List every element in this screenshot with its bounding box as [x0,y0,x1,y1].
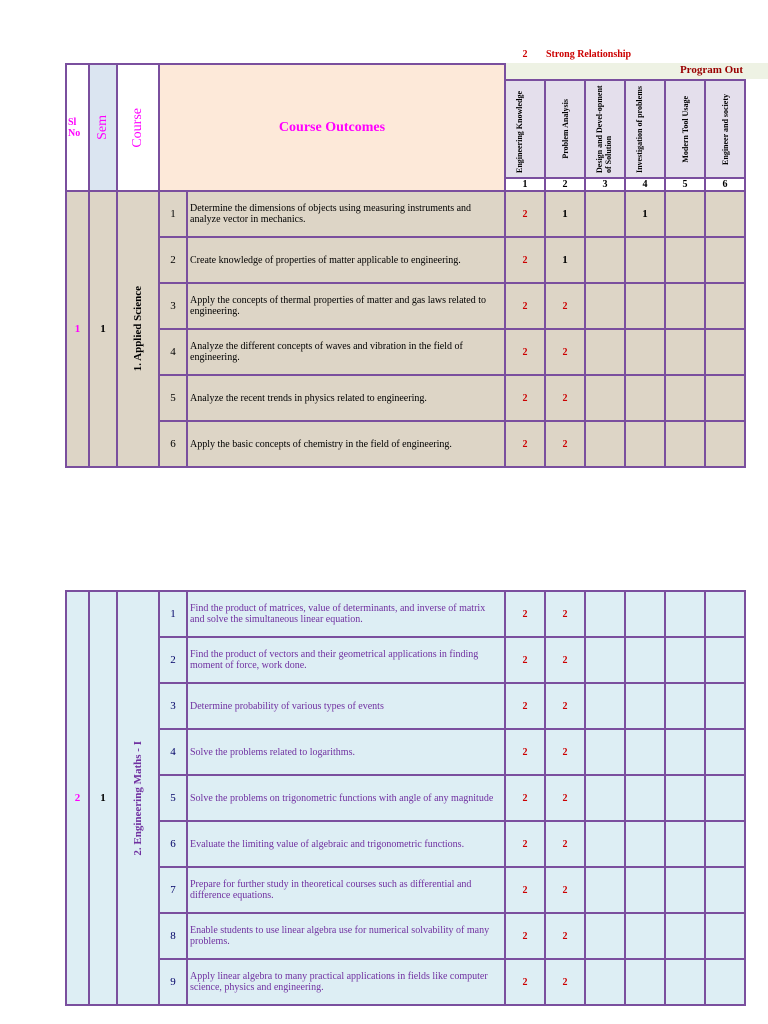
po-value [665,683,705,729]
table-row [66,683,745,729]
po-value: 2 [545,375,585,421]
po-number-2: 2 [545,178,585,191]
outcome-text: Determine the dimensions of objects using measuring instruments and analyze vector in mechanics. [187,191,505,237]
po-value [625,375,665,421]
po-value [665,421,705,467]
po-value [585,959,625,1005]
po-value [625,867,665,913]
po-number-6: 6 [705,178,745,191]
po-value [585,637,625,683]
po-value [705,867,745,913]
outcome-text: Enable students to use linear algebra use for numerical solvability of many problems. [187,913,505,959]
po-value [625,683,665,729]
po-value [665,959,705,1005]
po-value [705,329,745,375]
po-value [665,637,705,683]
table-row [66,959,745,1005]
legend-text: Strong Relationship [546,49,632,60]
po-value: 2 [505,729,545,775]
outcome-number: 5 [159,775,187,821]
outcome-number: 3 [159,683,187,729]
course-outcome-table-2 [65,590,746,1006]
table-row [66,775,745,821]
table-row [66,237,745,283]
po-value [705,683,745,729]
table-row [66,821,745,867]
po-value [625,821,665,867]
course-name-cell: 2. Engineering Maths - I [117,591,159,1005]
po-value: 2 [505,637,545,683]
po-value [625,237,665,283]
po-value [665,775,705,821]
po-value [705,775,745,821]
po-header-6: Engineer and society [705,80,745,178]
po-header-3: Design and Devel-opment of Solution [585,80,625,178]
po-value [585,729,625,775]
po-value [705,375,745,421]
program-outcomes-title: Program Out [679,64,743,76]
table-row [66,191,745,237]
po-value: 2 [505,191,545,237]
outcome-number: 2 [159,237,187,283]
po-value [665,375,705,421]
outcome-number: 4 [159,329,187,375]
po-value [585,775,625,821]
outcome-text: Solve the problems on trigonometric functions with angle of any magnitude [187,775,505,821]
po-value [625,775,665,821]
po-value: 2 [505,821,545,867]
course-name-cell: 1. Applied Science [117,191,159,467]
po-value [625,959,665,1005]
course-header-label: Course [130,107,145,148]
po-value [665,913,705,959]
po-value: 2 [545,821,585,867]
po-value [585,191,625,237]
table-row [66,421,745,467]
po-value [665,821,705,867]
outcome-text: Apply the concepts of thermal properties of matter and gas laws related to engineering. [187,283,505,329]
sl-no-header: Sl No [66,64,89,191]
po-value [625,637,665,683]
table-row [66,867,745,913]
po-value: 2 [545,867,585,913]
po-value [585,375,625,421]
po-value: 2 [545,329,585,375]
po-value [625,421,665,467]
po-value: 1 [625,191,665,237]
po-value: 2 [545,637,585,683]
outcome-number: 6 [159,821,187,867]
sl-no-cell: 1 [66,191,89,467]
table-row [66,329,745,375]
outcome-text: Find the product of matrices, value of determinants, and inverse of matrix and solve the simultaneous linear equation. [187,591,505,637]
po-number-5: 5 [665,178,705,191]
po-value: 2 [545,421,585,467]
po-value [665,283,705,329]
po-value: 2 [505,775,545,821]
outcome-number: 1 [159,591,187,637]
outcome-text: Apply the basic concepts of chemistry in the field of engineering. [187,421,505,467]
po-value [705,191,745,237]
po-value [585,683,625,729]
po-value [625,913,665,959]
po-value [665,729,705,775]
program-outcomes-header-cell [505,64,745,80]
sem-cell: 1 [89,591,117,1005]
po-header-1: Engineering Knowledge [505,80,545,178]
po-value [705,959,745,1005]
po-header-4: Investigation of problems [625,80,665,178]
po-value [585,913,625,959]
po-value [705,421,745,467]
po-value [585,591,625,637]
po-value: 2 [505,683,545,729]
po-value [705,283,745,329]
po-value: 2 [545,959,585,1005]
table-row [66,375,745,421]
legend-value: 2 [522,49,528,60]
po-value [625,329,665,375]
po-value [625,591,665,637]
po-number-1: 1 [505,178,545,191]
po-value [705,913,745,959]
outcome-text: Prepare for further study in theoretical courses such as differential and difference equations. [187,867,505,913]
sl-no-cell: 2 [66,591,89,1005]
outcome-text: Create knowledge of properties of matter applicable to engineering. [187,237,505,283]
po-value [665,237,705,283]
outcome-text: Apply linear algebra to many practical applications in fields like computer science, physics and engineering. [187,959,505,1005]
course-outcome-table-1 [65,63,746,468]
po-value: 2 [545,283,585,329]
po-number-4: 4 [625,178,665,191]
sem-cell: 1 [89,191,117,467]
course-header [117,64,159,191]
outcome-text: Solve the problems related to logarithms. [187,729,505,775]
outcome-text: Analyze the different concepts of waves and vibration in the field of engineering. [187,329,505,375]
table-row [66,283,745,329]
outcome-number: 8 [159,913,187,959]
po-value: 1 [545,237,585,283]
po-value: 2 [505,375,545,421]
po-value [585,821,625,867]
po-number-3: 3 [585,178,625,191]
po-value: 2 [505,237,545,283]
po-value: 2 [505,421,545,467]
outcome-text: Determine probability of various types of events [187,683,505,729]
po-value [665,329,705,375]
po-value [705,729,745,775]
course-outcomes-header: Course Outcomes [159,64,505,191]
po-value [585,283,625,329]
po-value: 2 [505,591,545,637]
po-value [585,867,625,913]
po-value [705,237,745,283]
po-value [665,867,705,913]
outcome-number: 5 [159,375,187,421]
outcome-number: 3 [159,283,187,329]
outcome-text: Evaluate the limiting value of algebraic and trigonometric functions. [187,821,505,867]
table-row [66,729,745,775]
sem-header [89,64,117,191]
po-value: 2 [505,913,545,959]
po-value: 2 [505,959,545,1005]
po-value [585,237,625,283]
outcome-number: 1 [159,191,187,237]
po-value [665,591,705,637]
table-row [66,591,745,637]
po-value [705,591,745,637]
po-value [705,821,745,867]
table-row [66,913,745,959]
po-value: 1 [545,191,585,237]
po-value: 2 [545,913,585,959]
po-value: 2 [505,329,545,375]
outcome-number: 6 [159,421,187,467]
po-header-2: Problem Analysis [545,80,585,178]
sem-header-label: Sem [95,115,110,140]
po-value [585,421,625,467]
po-value: 2 [505,867,545,913]
outcome-number: 4 [159,729,187,775]
outcome-text: Analyze the recent trends in physics related to engineering. [187,375,505,421]
table-row [66,637,745,683]
po-header-5: Modern Tool Usage [665,80,705,178]
po-value: 2 [545,683,585,729]
po-value [705,637,745,683]
outcome-number: 7 [159,867,187,913]
po-value [625,283,665,329]
po-value [625,729,665,775]
po-value: 2 [545,591,585,637]
po-value [665,191,705,237]
po-value: 2 [505,283,545,329]
po-value [585,329,625,375]
po-value: 2 [545,775,585,821]
po-value: 2 [545,729,585,775]
outcome-number: 9 [159,959,187,1005]
outcome-number: 2 [159,637,187,683]
outcome-text: Find the product of vectors and their geometrical applications in finding moment of force, work done. [187,637,505,683]
